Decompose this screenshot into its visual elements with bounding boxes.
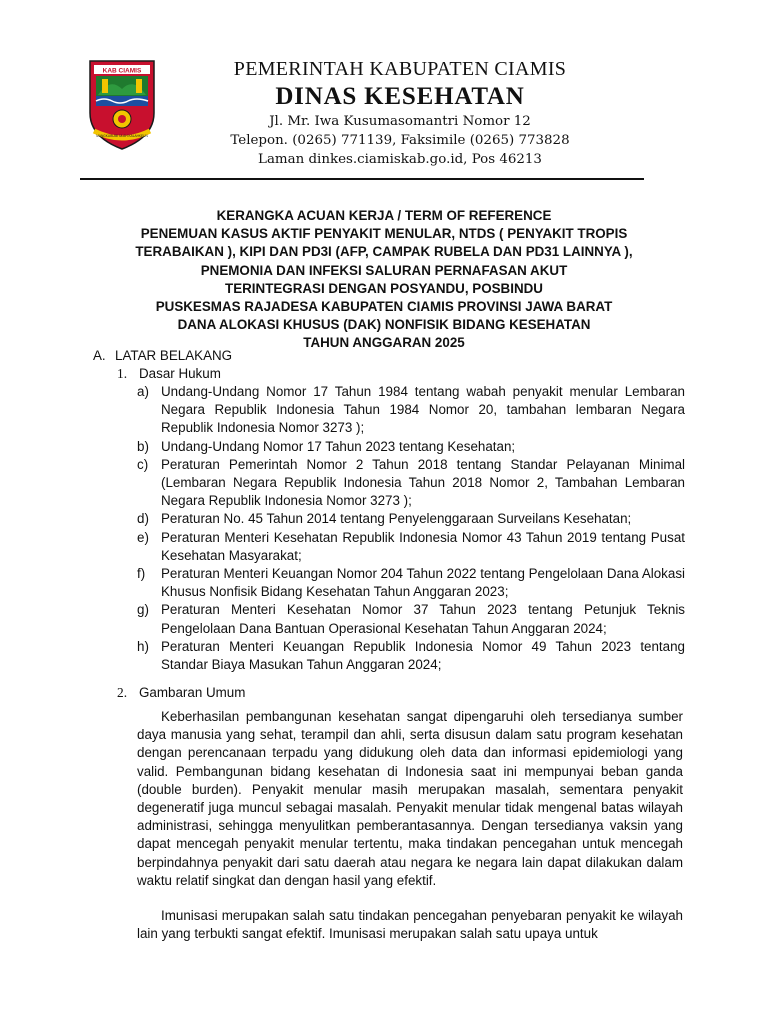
list-item bbox=[137, 529, 685, 565]
item-text: Peraturan Menteri Kesehatan Nomor 37 Tahun 2023 tentang Petunjuk Teknis Pengelolaan Dana Bantuan Operasional Kesehatan Tahun Anggaran 2024; bbox=[161, 602, 685, 636]
list-item bbox=[137, 510, 685, 528]
title-line: DANA ALOKASI KHUSUS (DAK) NONFISIK BIDANG KESEHATAN bbox=[177, 317, 591, 333]
department-name: DINAS KESEHATAN bbox=[275, 83, 525, 110]
item-label: h) bbox=[137, 638, 149, 654]
letterhead-divider bbox=[80, 178, 644, 180]
item-label: f) bbox=[137, 566, 146, 582]
svg-text:MANGKUBUMI ULAH KALAHKEUN: MANGKUBUMI ULAH KALAHKEUN bbox=[96, 134, 148, 138]
title-line: KERANGKA ACUAN KERJA / TERM OF REFERENCE bbox=[216, 208, 552, 223]
item-text: Undang-Undang Nomor 17 Tahun 2023 tentang Kesehatan; bbox=[161, 438, 516, 454]
subsection-1-heading bbox=[117, 365, 221, 383]
subsection-number: 1. bbox=[117, 366, 128, 381]
item-label: g) bbox=[137, 602, 149, 618]
legal-basis-list bbox=[137, 383, 685, 674]
title-line: TERABAIKAN ), KIPI DAN PD3I (AFP, CAMPAK RUBELA DAN PD31 LAINNYA ), bbox=[135, 244, 633, 260]
list-item bbox=[137, 456, 685, 511]
item-label: c) bbox=[137, 456, 149, 472]
item-text: Peraturan No. 45 Tahun 2014 tentang Penyelenggaraan Surveilans Kesehatan; bbox=[161, 511, 632, 527]
item-text: Peraturan Menteri Kesehatan Republik Indonesia Nomor 43 Tahun 2019 tentang Pusat Kesehatan Masyarakat; bbox=[161, 529, 685, 563]
address-line: Jl. Mr. Iwa Kusumasomantri Nomor 12 bbox=[269, 114, 531, 129]
item-text: Peraturan Menteri Keuangan Nomor 204 Tahun 2022 tentang Pengelolaan Dana Alokasi Khusus Nonfisik Bidang Kesehatan Tahun Anggaran 2023; bbox=[161, 566, 685, 600]
document-title bbox=[110, 207, 658, 353]
section-a-heading bbox=[93, 347, 232, 365]
list-item bbox=[137, 601, 685, 637]
subsection-2-heading bbox=[117, 684, 245, 702]
item-label: e) bbox=[137, 529, 149, 545]
phone-line: Telepon. (0265) 771139, Faksimile (0265) 773828 bbox=[230, 133, 570, 148]
list-item bbox=[137, 565, 685, 601]
title-line: PNEMONIA DAN INFEKSI SALURAN PERNAFASAN AKUT bbox=[200, 262, 568, 278]
ciamis-regency-logo bbox=[86, 55, 158, 151]
item-text: Undang-Undang Nomor 17 Tahun 1984 tentang wabah penyakit menular Lembaran Negara Republik Indonesia Tahun 1984 Nomor 20, tambahan lembaran Negara Republik Indonesia Nomor 3273 ); bbox=[161, 384, 685, 436]
body-paragraph: Imunisasi merupakan salah satu tindakan pencegahan penyebaran penyakit ke wilayah lain yang terbukti sangat efektif. Imunisasi merupakan salah satu upaya untuk bbox=[137, 908, 683, 942]
title-line: TAHUN ANGGARAN 2025 bbox=[303, 335, 465, 351]
subsection-number: 2. bbox=[117, 685, 128, 700]
section-title: LATAR BELAKANG bbox=[115, 348, 233, 363]
item-label: a) bbox=[137, 384, 149, 399]
title-line: PENEMUAN KASUS AKTIF PENYAKIT MENULAR, NTDS ( PENYAKIT TROPIS bbox=[140, 226, 628, 242]
list-item bbox=[137, 638, 685, 674]
section-number: A. bbox=[93, 348, 106, 363]
letterhead bbox=[190, 56, 610, 169]
title-line: PUSKESMAS RAJADESA KABUPATEN CIAMIS PROVINSI JAWA BARAT bbox=[155, 299, 613, 315]
website-line: Laman dinkes.ciamiskab.go.id, Pos 46213 bbox=[258, 152, 542, 167]
item-label: d) bbox=[137, 511, 149, 527]
item-text: Peraturan Menteri Keuangan Republik Indonesia Nomor 49 Tahun 2023 tentang Standar Biaya Masukan Tahun Anggaran 2024; bbox=[161, 638, 685, 673]
title-line: TERINTEGRASI DENGAN POSYANDU, POSBINDU bbox=[225, 280, 543, 296]
svg-text:KAB CIAMIS: KAB CIAMIS bbox=[102, 67, 142, 75]
item-text: Peraturan Pemerintah Nomor 2 Tahun 2018 tentang Standar Pelayanan Minimal (Lembaran Negara Republik Indonesia Tahun 2018 Nomor 2, Tambahan Lembaran Negara Republik Indonesia Nomor 3273 ); bbox=[161, 456, 685, 509]
list-item bbox=[137, 438, 685, 456]
list-item bbox=[137, 383, 685, 438]
subsection-title: Dasar Hukum bbox=[139, 366, 221, 381]
item-label: b) bbox=[137, 438, 149, 454]
government-name: PEMERINTAH KABUPATEN CIAMIS bbox=[233, 58, 567, 80]
subsection-title: Gambaran Umum bbox=[139, 685, 246, 700]
body-paragraph: Keberhasilan pembangunan kesehatan sangat dipengaruhi oleh tersedianya sumber daya manusia yang sehat, terampil dan ahli, serta disusun dalam satu program kesehatan dengan perencanaan terpadu yang didukung oleh data dan informasi epidemiologi yang valid. Pembangunan bidang kesehatan di Indonesia saat ini mempunyai beban ganda (double burden). Penyakit menular masih merupakan masalah, sementara penyakit degeneratif juga muncul sebagai masalah. Penyakit menular tidak mengenal batas wilayah administrasi, sehingga menyulitkan pemberantasannya. Dengan tersedianya vaksin yang dapat mencegah penyakit menular tertentu, maka tindakan pencegahan untuk mencegah berpindahnya penyakit dari satu daerah atau negara ke negara lain dapat dilakukan dalam waktu relatif singkat dan dengan hasil yang efektif. bbox=[137, 709, 683, 888]
